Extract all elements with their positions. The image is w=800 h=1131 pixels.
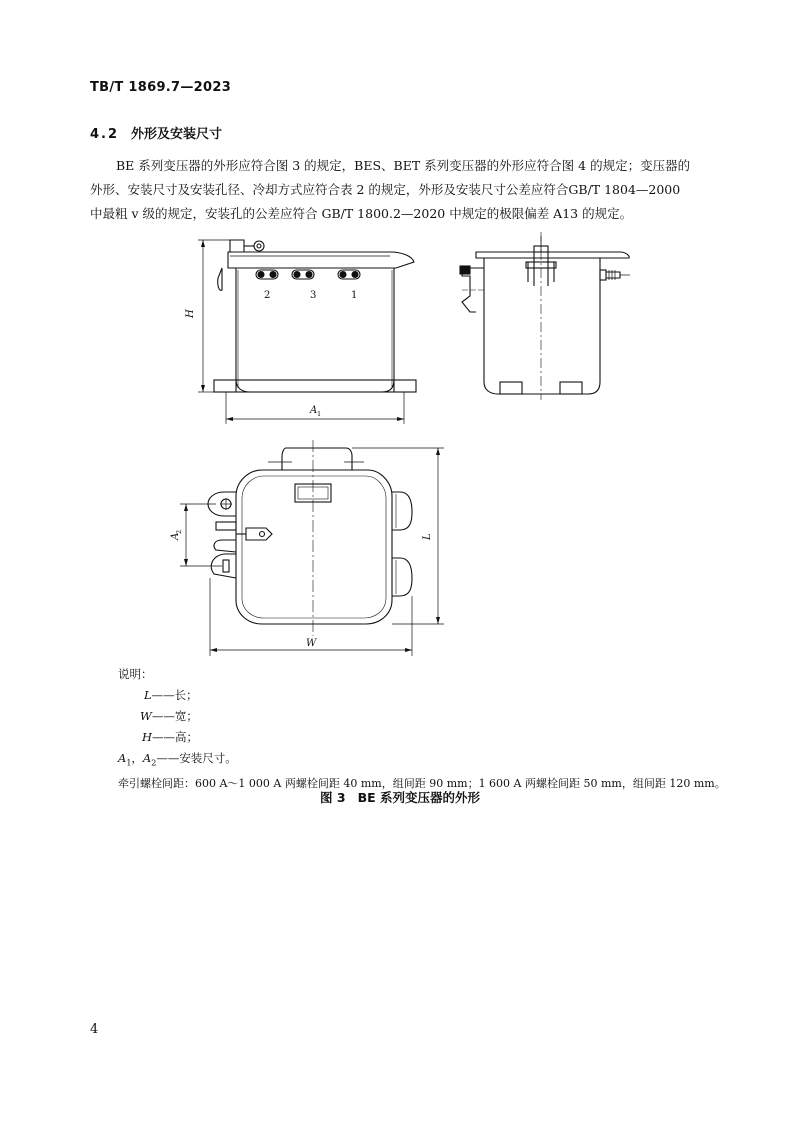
page-number: 4 bbox=[90, 1022, 99, 1037]
front-base-plate bbox=[214, 380, 416, 392]
dim-H-label: H bbox=[185, 309, 196, 318]
note-H: H——高； bbox=[142, 730, 199, 744]
side-view bbox=[460, 232, 630, 400]
right-fitting-bottom bbox=[392, 558, 412, 596]
section-number: 4.2 bbox=[90, 127, 120, 142]
dim-A1-label: A bbox=[310, 405, 318, 416]
left-bar bbox=[216, 522, 236, 530]
figure-title: BE 系列变压器的外形 bbox=[357, 790, 480, 805]
front-handle bbox=[230, 240, 244, 252]
figure-notes bbox=[118, 664, 726, 794]
side-top-plate bbox=[476, 252, 629, 258]
front-body bbox=[236, 268, 394, 392]
front-side-bracket bbox=[218, 268, 222, 290]
note-A: $A_1$，$A_2——$安装尺寸。 bbox=[118, 751, 237, 768]
notes-heading: 说明： bbox=[118, 667, 153, 681]
front-lug bbox=[254, 241, 264, 251]
terminal-group-1 bbox=[338, 270, 360, 279]
terminal-label-3: 3 bbox=[310, 290, 317, 301]
side-right-connector bbox=[606, 272, 620, 278]
dim-L-label: L bbox=[422, 533, 433, 540]
dim-A2-label: A bbox=[170, 532, 181, 540]
section-title: 外形及安装尺寸 bbox=[131, 127, 223, 142]
top-lug bbox=[282, 448, 352, 470]
body-line-1: BE 系列变压器的外形应符合图 3 的规定，BES、BET 系列变压器的外形应符合图 4 的规定；变压器的 bbox=[116, 158, 691, 173]
dim-A1-sub: 1 bbox=[317, 410, 322, 418]
body-line-2: 外形、安装尺寸及安装孔径、冷却方式应符合表 2 的规定，外形及安装尺寸公差应符合GB/T 1804—2000 bbox=[90, 182, 681, 197]
standard-number: TB/T 1869.7—2023 bbox=[90, 80, 232, 95]
dim-A2-sub: 2 bbox=[175, 529, 183, 534]
top-view bbox=[180, 440, 444, 656]
side-body bbox=[484, 258, 600, 394]
terminal-label-2: 2 bbox=[264, 290, 271, 301]
terminal-group-3 bbox=[292, 270, 314, 279]
top-body bbox=[236, 470, 392, 624]
terminal-label-1: 1 bbox=[351, 290, 358, 301]
figure-caption bbox=[0, 788, 800, 806]
front-view bbox=[198, 240, 416, 424]
note-bolt-spacing: 牵引螺栓间距：600 A～1 000 A 两螺栓间距 40 mm，组间距 90 mm；1 600 A 两螺栓间距 50 mm，组间距 120 mm。 bbox=[118, 777, 726, 791]
terminal-group-2 bbox=[256, 270, 278, 279]
right-fitting-top bbox=[392, 492, 412, 530]
front-top-plate bbox=[228, 252, 414, 268]
note-L: L——长； bbox=[144, 688, 198, 702]
figure-number: 图 3 bbox=[320, 790, 346, 805]
dim-W-label: W bbox=[306, 638, 317, 649]
note-W: W——宽； bbox=[140, 709, 198, 723]
body-line-3: 中最粗 v 级的规定，安装孔的公差应符合 GB/T 1800.2—2020 中规定的极限偏差 A13 的规定。 bbox=[90, 206, 633, 221]
